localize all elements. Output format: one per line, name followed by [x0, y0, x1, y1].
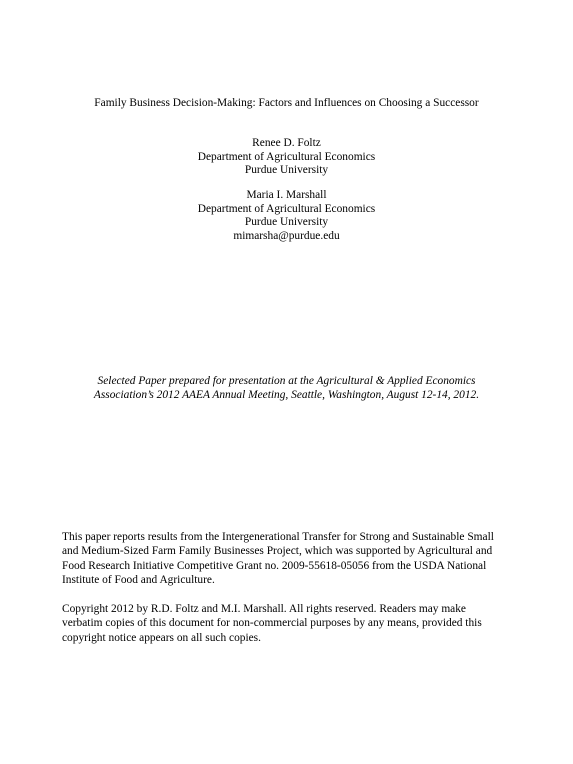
copyright-paragraph [62, 602, 522, 645]
funding-paragraph [62, 530, 522, 587]
author-name: Maria I. Marshall [246, 189, 327, 201]
copyright-line: Copyright 2012 by R.D. Foltz and M.I. Marshall. All rights reserved. Readers may make [62, 603, 466, 615]
selected-paper-note [0, 375, 573, 403]
author-block-2 [0, 189, 573, 244]
author-name: Renee D. Foltz [252, 137, 321, 149]
author-university: Purdue University [244, 164, 329, 177]
funding-line: Institute of Food and Agriculture. [62, 573, 215, 586]
funding-line: Food Research Initiative Competitive Grant no. 2009-55618-05056 from the USDA National [62, 559, 487, 572]
author-email: mimarsha@purdue.edu [233, 230, 340, 243]
author-university: Purdue University [244, 216, 329, 229]
paper-title: Family Business Decision-Making: Factors and Influences on Choosing a Successor [94, 97, 479, 109]
funding-line: This paper reports results from the Intergenerational Transfer for Strong and Sustainable Small [62, 531, 494, 543]
copyright-line: verbatim copies of this document for non-commercial purposes by any means, provided this [62, 617, 482, 630]
author-department: Department of Agricultural Economics [197, 202, 376, 215]
funding-line: and Medium-Sized Farm Family Businesses Project, which was supported by Agricultural and [62, 545, 493, 558]
copyright-line: copyright notice appears on all such copies. [62, 631, 261, 644]
author-department: Department of Agricultural Economics [197, 150, 376, 163]
author-block-1 [0, 137, 573, 178]
selected-paper-line: Association’s 2012 AAEA Annual Meeting, Seattle, Washington, August 12-14, 2012. [93, 388, 480, 401]
selected-paper-line: Selected Paper prepared for presentation at the Agricultural & Applied Economics [97, 375, 476, 387]
